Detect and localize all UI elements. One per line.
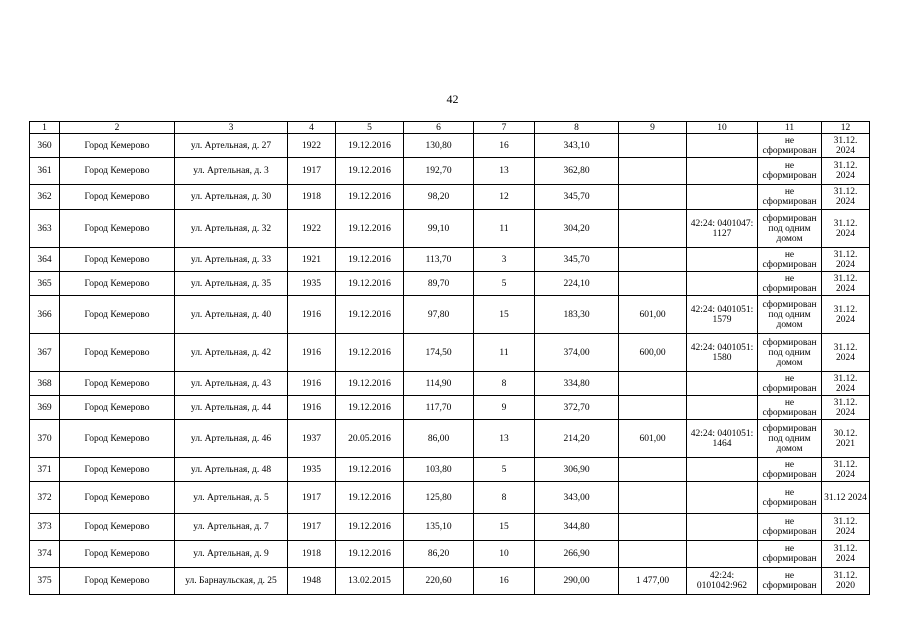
table-row — [30, 334, 870, 372]
column-header: 3 — [175, 122, 288, 134]
year-cell: 1917 — [288, 158, 336, 185]
housing-registry-table — [29, 121, 870, 595]
table-row — [30, 568, 870, 595]
address-cell: ул. Артельная, д. 5 — [175, 482, 288, 514]
city-cell: Город Кемерово — [60, 185, 175, 210]
address-cell: ул. Артельная, д. 44 — [175, 396, 288, 420]
row-number: 368 — [30, 372, 60, 396]
col8-cell: 343,00 — [535, 482, 619, 514]
col8-cell: 266,90 — [535, 541, 619, 568]
year-cell: 1918 — [288, 185, 336, 210]
status-cell: не сформирован — [758, 134, 822, 158]
city-cell: Город Кемерово — [60, 482, 175, 514]
year-cell: 1916 — [288, 334, 336, 372]
status-cell: не сформирован — [758, 514, 822, 541]
address-cell: ул. Артельная, д. 35 — [175, 272, 288, 296]
column-header: 4 — [288, 122, 336, 134]
column-header: 1 — [30, 122, 60, 134]
area-cell: 86,00 — [404, 420, 474, 458]
col8-cell: 224,10 — [535, 272, 619, 296]
column-number-row — [30, 122, 870, 134]
col8-cell: 304,20 — [535, 210, 619, 248]
cadastral-cell: 42:24: 0401051: 1579 — [687, 296, 758, 334]
city-cell: Город Кемерово — [60, 210, 175, 248]
col7-cell: 8 — [474, 482, 535, 514]
col9-cell: 601,00 — [619, 296, 687, 334]
deadline-cell: 31.12. 2024 — [822, 514, 870, 541]
col8-cell: 345,70 — [535, 248, 619, 272]
col7-cell: 11 — [474, 334, 535, 372]
date-cell: 19.12.2016 — [336, 158, 404, 185]
col9-cell — [619, 210, 687, 248]
date-cell: 19.12.2016 — [336, 482, 404, 514]
col9-cell — [619, 372, 687, 396]
city-cell: Город Кемерово — [60, 396, 175, 420]
col7-cell: 15 — [474, 514, 535, 541]
col9-cell — [619, 248, 687, 272]
address-cell: ул. Артельная, д. 7 — [175, 514, 288, 541]
col7-cell: 5 — [474, 272, 535, 296]
year-cell: 1916 — [288, 372, 336, 396]
area-cell: 89,70 — [404, 272, 474, 296]
row-number: 369 — [30, 396, 60, 420]
address-cell: ул. Артельная, д. 27 — [175, 134, 288, 158]
area-cell: 98,20 — [404, 185, 474, 210]
cadastral-cell: 42:24: 0401051: 1580 — [687, 334, 758, 372]
deadline-cell: 31.12. 2024 — [822, 272, 870, 296]
table-row — [30, 134, 870, 158]
table-row — [30, 420, 870, 458]
col7-cell: 15 — [474, 296, 535, 334]
address-cell: ул. Артельная, д. 43 — [175, 372, 288, 396]
row-number: 374 — [30, 541, 60, 568]
area-cell: 99,10 — [404, 210, 474, 248]
area-cell: 113,70 — [404, 248, 474, 272]
col7-cell: 8 — [474, 372, 535, 396]
city-cell: Город Кемерово — [60, 514, 175, 541]
column-header: 10 — [687, 122, 758, 134]
year-cell: 1917 — [288, 482, 336, 514]
deadline-cell: 31.12. 2024 — [822, 396, 870, 420]
date-cell: 19.12.2016 — [336, 296, 404, 334]
city-cell: Город Кемерово — [60, 158, 175, 185]
city-cell: Город Кемерово — [60, 458, 175, 482]
cadastral-cell — [687, 482, 758, 514]
status-cell: не сформирован — [758, 272, 822, 296]
area-cell: 86,20 — [404, 541, 474, 568]
year-cell: 1922 — [288, 134, 336, 158]
col7-cell: 16 — [474, 568, 535, 595]
area-cell: 103,80 — [404, 458, 474, 482]
status-cell: не сформирован — [758, 372, 822, 396]
status-cell: не сформирован — [758, 396, 822, 420]
table-row — [30, 210, 870, 248]
cadastral-cell — [687, 541, 758, 568]
year-cell: 1921 — [288, 248, 336, 272]
col9-cell — [619, 396, 687, 420]
table-row — [30, 185, 870, 210]
row-number: 372 — [30, 482, 60, 514]
city-cell: Город Кемерово — [60, 296, 175, 334]
col9-cell — [619, 272, 687, 296]
cadastral-cell — [687, 134, 758, 158]
deadline-cell: 31.12. 2024 — [822, 185, 870, 210]
col8-cell: 214,20 — [535, 420, 619, 458]
cadastral-cell — [687, 514, 758, 541]
year-cell: 1937 — [288, 420, 336, 458]
deadline-cell: 31.12 2024 — [822, 482, 870, 514]
city-cell: Город Кемерово — [60, 134, 175, 158]
deadline-cell: 31.12. 2024 — [822, 541, 870, 568]
row-number: 363 — [30, 210, 60, 248]
table-row — [30, 372, 870, 396]
status-cell: не сформирован — [758, 482, 822, 514]
address-cell: ул. Артельная, д. 40 — [175, 296, 288, 334]
address-cell: ул. Артельная, д. 33 — [175, 248, 288, 272]
col8-cell: 290,00 — [535, 568, 619, 595]
col7-cell: 13 — [474, 420, 535, 458]
col8-cell: 183,30 — [535, 296, 619, 334]
address-cell: ул. Артельная, д. 30 — [175, 185, 288, 210]
status-cell: сформирован под одним домом — [758, 210, 822, 248]
table-row — [30, 248, 870, 272]
row-number: 360 — [30, 134, 60, 158]
deadline-cell: 31.12. 2024 — [822, 134, 870, 158]
col9-cell — [619, 458, 687, 482]
cadastral-cell — [687, 185, 758, 210]
col8-cell: 344,80 — [535, 514, 619, 541]
status-cell: не сформирован — [758, 458, 822, 482]
date-cell: 19.12.2016 — [336, 541, 404, 568]
deadline-cell: 31.12. 2024 — [822, 458, 870, 482]
col8-cell: 362,80 — [535, 158, 619, 185]
status-cell: не сформирован — [758, 568, 822, 595]
date-cell: 19.12.2016 — [336, 134, 404, 158]
table-row — [30, 482, 870, 514]
table-row — [30, 272, 870, 296]
area-cell: 135,10 — [404, 514, 474, 541]
row-number: 364 — [30, 248, 60, 272]
column-header: 7 — [474, 122, 535, 134]
table-row — [30, 541, 870, 568]
city-cell: Город Кемерово — [60, 248, 175, 272]
year-cell: 1917 — [288, 514, 336, 541]
col8-cell: 343,10 — [535, 134, 619, 158]
year-cell: 1916 — [288, 396, 336, 420]
column-header: 5 — [336, 122, 404, 134]
row-number: 371 — [30, 458, 60, 482]
deadline-cell: 31.12. 2024 — [822, 296, 870, 334]
deadline-cell: 31.12. 2024 — [822, 158, 870, 185]
address-cell: ул. Артельная, д. 9 — [175, 541, 288, 568]
date-cell: 13.02.2015 — [336, 568, 404, 595]
deadline-cell: 31.12. 2020 — [822, 568, 870, 595]
cadastral-cell — [687, 248, 758, 272]
cadastral-cell — [687, 158, 758, 185]
col7-cell: 10 — [474, 541, 535, 568]
column-header: 2 — [60, 122, 175, 134]
year-cell: 1935 — [288, 272, 336, 296]
row-number: 361 — [30, 158, 60, 185]
city-cell: Город Кемерово — [60, 372, 175, 396]
row-number: 365 — [30, 272, 60, 296]
row-number: 373 — [30, 514, 60, 541]
col9-cell — [619, 482, 687, 514]
date-cell: 19.12.2016 — [336, 514, 404, 541]
area-cell: 192,70 — [404, 158, 474, 185]
year-cell: 1935 — [288, 458, 336, 482]
col7-cell: 11 — [474, 210, 535, 248]
row-number: 367 — [30, 334, 60, 372]
cadastral-cell — [687, 396, 758, 420]
col7-cell: 12 — [474, 185, 535, 210]
address-cell: ул. Артельная, д. 32 — [175, 210, 288, 248]
col7-cell: 3 — [474, 248, 535, 272]
col9-cell — [619, 158, 687, 185]
address-cell: ул. Артельная, д. 46 — [175, 420, 288, 458]
address-cell: ул. Артельная, д. 42 — [175, 334, 288, 372]
col8-cell: 374,00 — [535, 334, 619, 372]
column-header: 8 — [535, 122, 619, 134]
city-cell: Город Кемерово — [60, 334, 175, 372]
year-cell: 1916 — [288, 296, 336, 334]
col8-cell: 306,90 — [535, 458, 619, 482]
date-cell: 20.05.2016 — [336, 420, 404, 458]
cadastral-cell — [687, 458, 758, 482]
column-header: 6 — [404, 122, 474, 134]
year-cell: 1948 — [288, 568, 336, 595]
status-cell: не сформирован — [758, 541, 822, 568]
cadastral-cell — [687, 272, 758, 296]
status-cell: не сформирован — [758, 158, 822, 185]
address-cell: ул. Артельная, д. 3 — [175, 158, 288, 185]
city-cell: Город Кемерово — [60, 568, 175, 595]
table-row — [30, 514, 870, 541]
cadastral-cell: 42:24: 0101042:962 — [687, 568, 758, 595]
table-row — [30, 396, 870, 420]
date-cell: 19.12.2016 — [336, 458, 404, 482]
deadline-cell: 31.12. 2024 — [822, 372, 870, 396]
col9-cell: 601,00 — [619, 420, 687, 458]
col9-cell — [619, 185, 687, 210]
date-cell: 19.12.2016 — [336, 248, 404, 272]
status-cell: не сформирован — [758, 185, 822, 210]
col7-cell: 16 — [474, 134, 535, 158]
year-cell: 1922 — [288, 210, 336, 248]
col8-cell: 372,70 — [535, 396, 619, 420]
column-header: 11 — [758, 122, 822, 134]
page-number: 42 — [446, 92, 459, 106]
date-cell: 19.12.2016 — [336, 334, 404, 372]
col9-cell — [619, 134, 687, 158]
cadastral-cell: 42:24: 0401051: 1464 — [687, 420, 758, 458]
area-cell: 114,90 — [404, 372, 474, 396]
cadastral-cell — [687, 372, 758, 396]
status-cell: сформирован под одним домом — [758, 334, 822, 372]
row-number: 362 — [30, 185, 60, 210]
row-number: 366 — [30, 296, 60, 334]
col7-cell: 13 — [474, 158, 535, 185]
status-cell: сформирован под одним домом — [758, 296, 822, 334]
year-cell: 1918 — [288, 541, 336, 568]
column-header: 9 — [619, 122, 687, 134]
city-cell: Город Кемерово — [60, 420, 175, 458]
status-cell: не сформирован — [758, 248, 822, 272]
city-cell: Город Кемерово — [60, 541, 175, 568]
row-number: 375 — [30, 568, 60, 595]
row-number: 370 — [30, 420, 60, 458]
date-cell: 19.12.2016 — [336, 396, 404, 420]
col7-cell: 9 — [474, 396, 535, 420]
date-cell: 19.12.2016 — [336, 210, 404, 248]
col9-cell: 600,00 — [619, 334, 687, 372]
col9-cell: 1 477,00 — [619, 568, 687, 595]
deadline-cell: 30.12. 2021 — [822, 420, 870, 458]
address-cell: ул. Артельная, д. 48 — [175, 458, 288, 482]
area-cell: 125,80 — [404, 482, 474, 514]
date-cell: 19.12.2016 — [336, 372, 404, 396]
deadline-cell: 31.12. 2024 — [822, 210, 870, 248]
col9-cell — [619, 541, 687, 568]
table-row — [30, 296, 870, 334]
col8-cell: 334,80 — [535, 372, 619, 396]
city-cell: Город Кемерово — [60, 272, 175, 296]
area-cell: 97,80 — [404, 296, 474, 334]
date-cell: 19.12.2016 — [336, 185, 404, 210]
table-row — [30, 158, 870, 185]
area-cell: 220,60 — [404, 568, 474, 595]
col7-cell: 5 — [474, 458, 535, 482]
col9-cell — [619, 514, 687, 541]
date-cell: 19.12.2016 — [336, 272, 404, 296]
area-cell: 174,50 — [404, 334, 474, 372]
status-cell: сформирован под одним домом — [758, 420, 822, 458]
deadline-cell: 31.12. 2024 — [822, 334, 870, 372]
cadastral-cell: 42:24: 0401047: 1127 — [687, 210, 758, 248]
area-cell: 130,80 — [404, 134, 474, 158]
area-cell: 117,70 — [404, 396, 474, 420]
table-row — [30, 458, 870, 482]
address-cell: ул. Барнаульская, д. 25 — [175, 568, 288, 595]
col8-cell: 345,70 — [535, 185, 619, 210]
column-header: 12 — [822, 122, 870, 134]
deadline-cell: 31.12. 2024 — [822, 248, 870, 272]
